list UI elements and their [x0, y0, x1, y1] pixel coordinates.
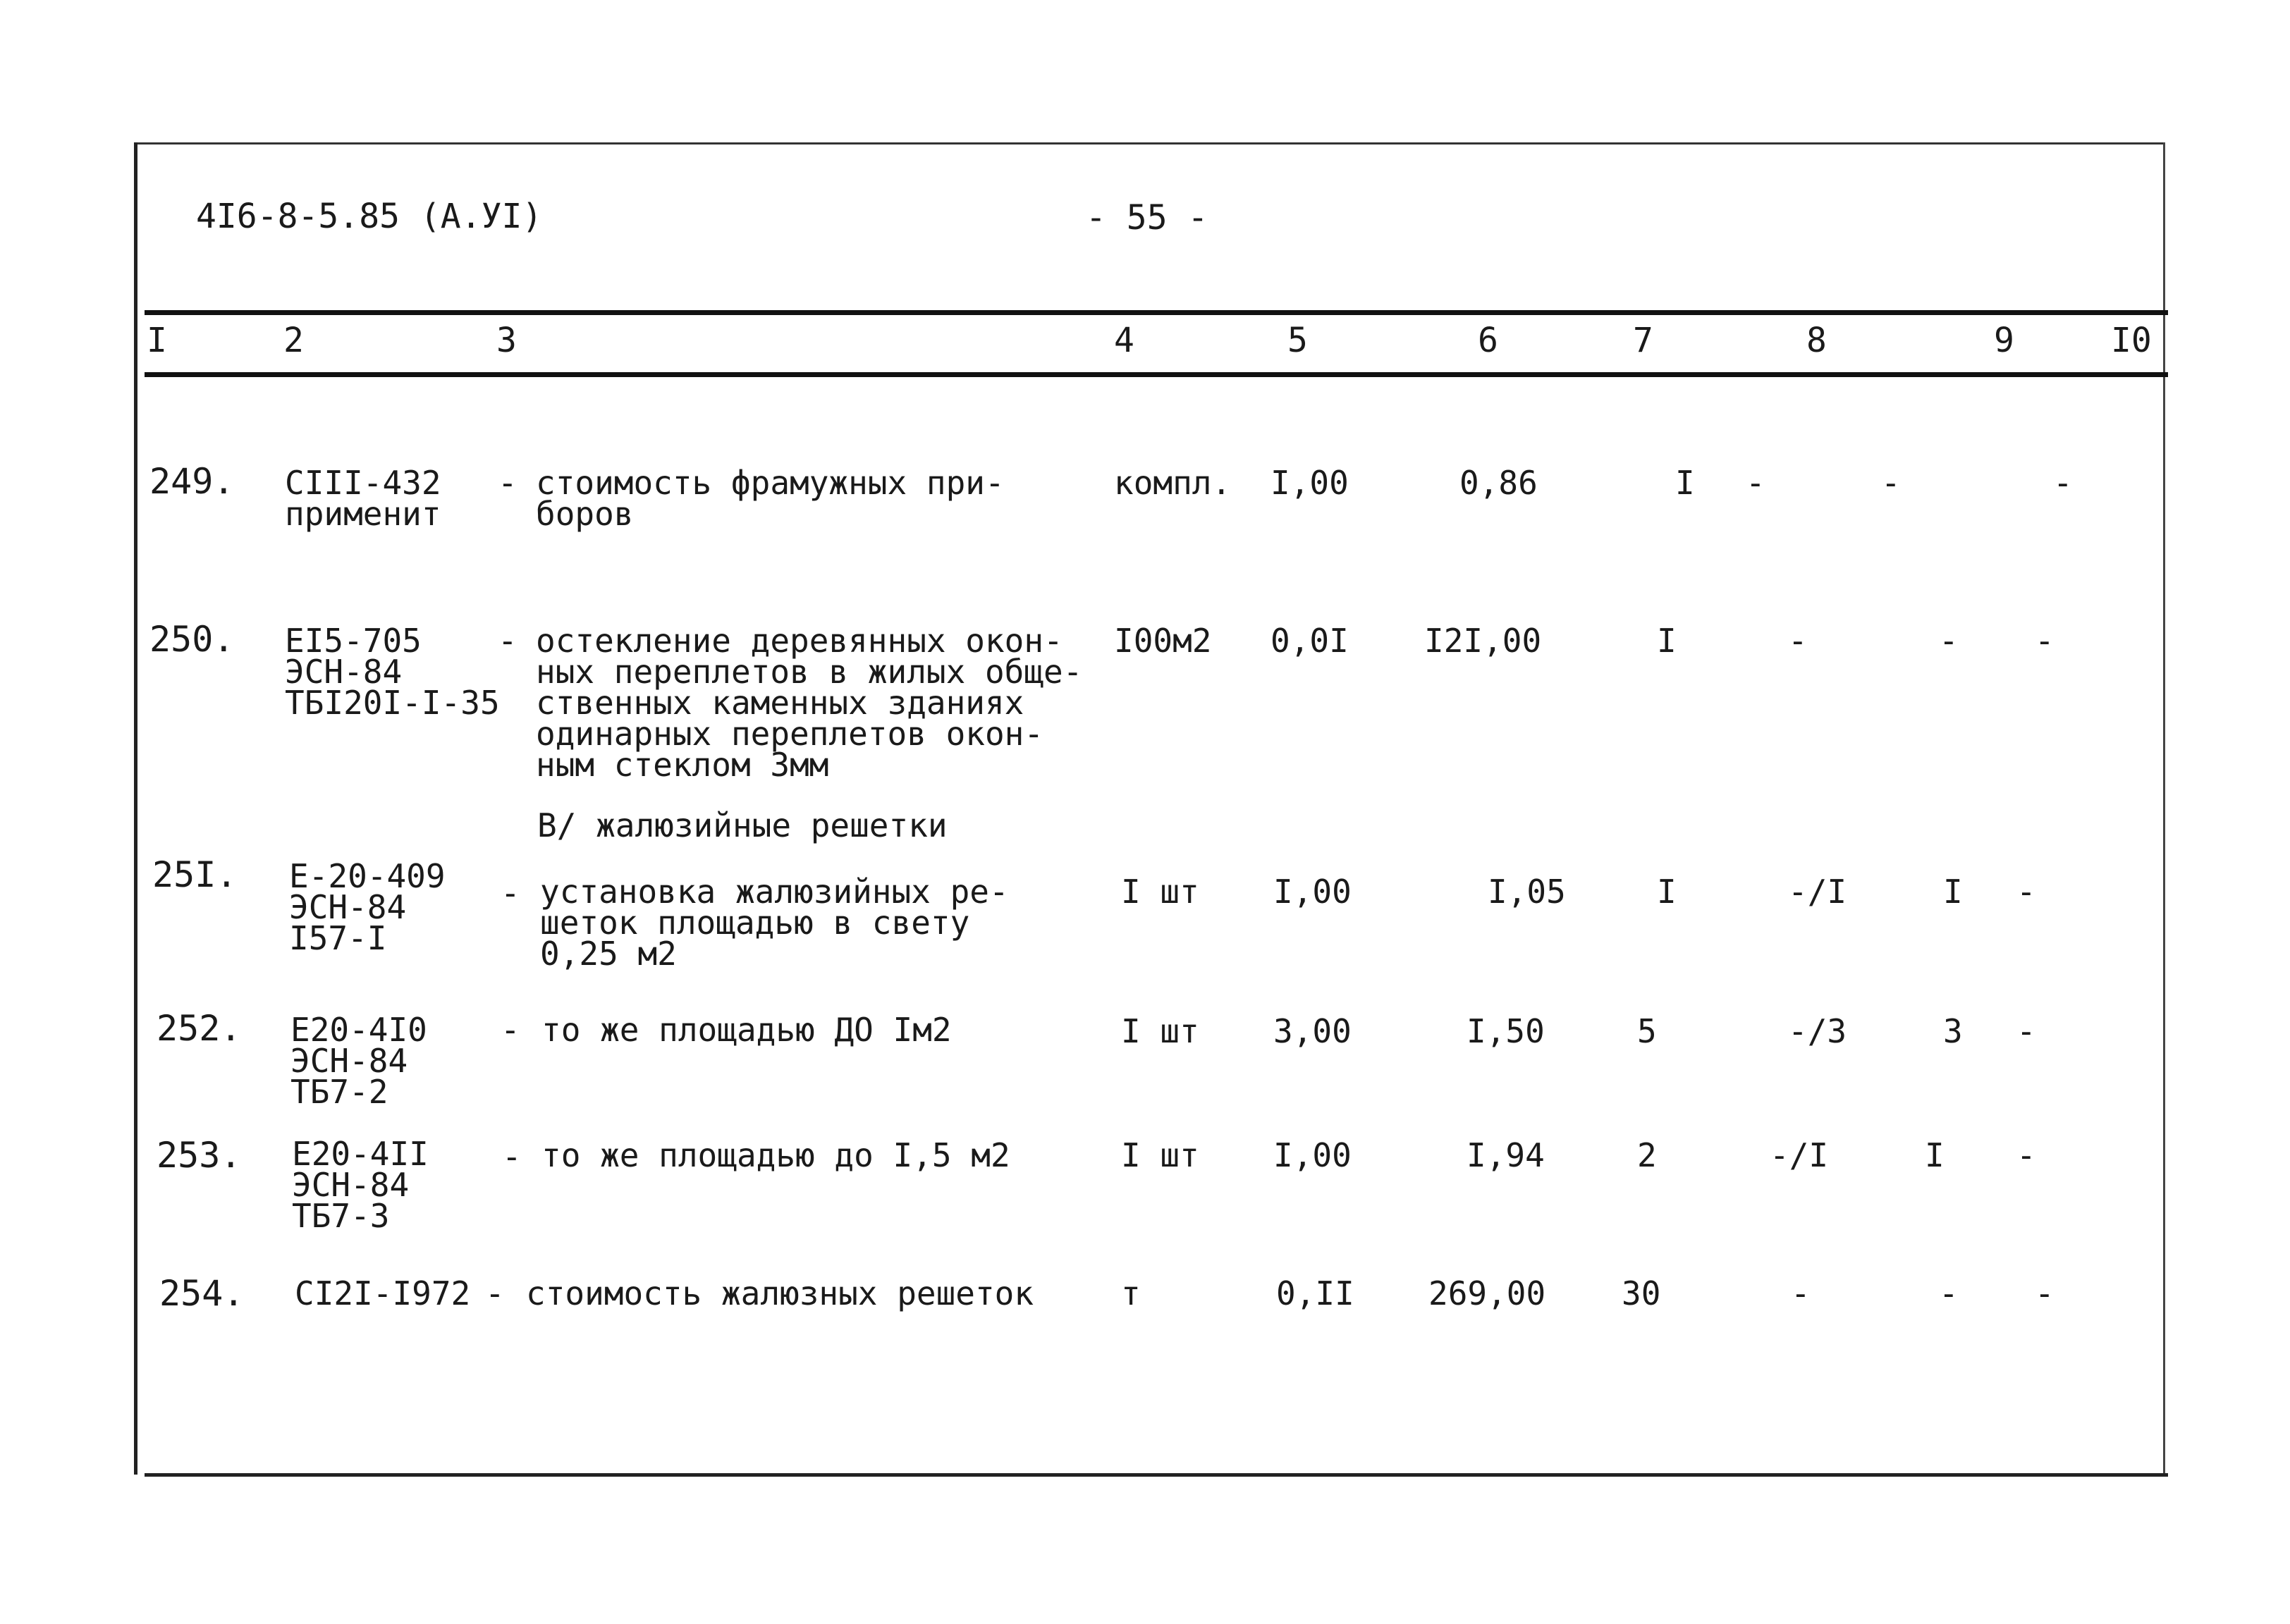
- row-description-line: стоимость жалюзных решеток: [526, 1274, 1034, 1312]
- row-col10: -: [2035, 1274, 2055, 1312]
- row-dash: -: [498, 464, 518, 502]
- row-col9: I: [1943, 873, 1963, 911]
- row-code-line: ЭСН-84: [285, 653, 403, 691]
- table-header-top-rule: [145, 310, 2168, 315]
- row-description-line: стоимость фрамужных при-: [536, 464, 1005, 502]
- row-number: 252.: [157, 1008, 242, 1049]
- row-col9: I: [1925, 1136, 1945, 1174]
- row-dash: -: [501, 1011, 520, 1049]
- table-header-bottom-rule: [145, 372, 2168, 377]
- row-dash: -: [502, 1138, 522, 1176]
- row-unit: I шт: [1121, 873, 1199, 911]
- section-heading: В/ жалюзийные решетки: [537, 806, 948, 844]
- document-code: 4I6-8-5.85 (А.УI): [196, 197, 543, 236]
- row-col10: -: [2053, 464, 2073, 502]
- row-number: 250.: [149, 619, 235, 660]
- row-number: 249.: [149, 461, 235, 502]
- column-header-1: I: [147, 321, 167, 360]
- row-price: 269,00: [1428, 1274, 1546, 1312]
- frame-left-border: [134, 142, 137, 1475]
- row-quantity: 0,0I: [1270, 622, 1349, 660]
- row-col9: 3: [1943, 1012, 1963, 1050]
- column-header-9: 9: [1994, 321, 2014, 360]
- row-description-line: ным стеклом 3мм: [536, 746, 829, 784]
- row-unit: I шт: [1121, 1012, 1199, 1050]
- row-code-line: ЭСН-84: [290, 1042, 408, 1080]
- row-col10: -: [2016, 1012, 2036, 1050]
- row-unit: I00м2: [1114, 622, 1212, 660]
- row-code-line: Е20-4II: [292, 1135, 429, 1173]
- row-quantity: I,00: [1270, 464, 1349, 502]
- row-code-line: применит: [285, 495, 441, 533]
- column-header-6: 6: [1478, 321, 1498, 360]
- row-description-line: ственных каменных зданиях: [536, 684, 1024, 722]
- row-code-line: СI2I-I972: [295, 1274, 471, 1312]
- row-code-line: I57-I: [289, 919, 387, 957]
- row-description-line: ных переплетов в жилых обще-: [536, 653, 1083, 691]
- column-header-8: 8: [1806, 321, 1827, 360]
- row-description-line: то же площадью ДО Iм2: [541, 1011, 952, 1049]
- row-price: I2I,00: [1424, 622, 1542, 660]
- column-header-5: 5: [1287, 321, 1308, 360]
- row-code-line: ЕI5-705: [285, 622, 422, 660]
- row-unit: компл.: [1114, 464, 1232, 502]
- frame-bottom-border: [145, 1473, 2168, 1477]
- row-code-line: ЭСН-84: [289, 888, 407, 926]
- row-col10: -: [2035, 622, 2055, 660]
- row-description-line: одинарных переплетов окон-: [536, 715, 1044, 753]
- column-header-4: 4: [1114, 321, 1134, 360]
- page-number: - 55 -: [1086, 198, 1208, 238]
- row-code-line: СIII-432: [285, 464, 441, 502]
- row-code-line: Е-20-409: [289, 857, 446, 895]
- row-col7: 5: [1637, 1012, 1657, 1050]
- row-dash: -: [501, 874, 520, 912]
- row-description-line: то же площадью до I,5 м2: [541, 1136, 1010, 1174]
- row-description-line: боров: [536, 495, 634, 533]
- row-col7: 30: [1622, 1274, 1661, 1312]
- row-unit: т: [1121, 1274, 1141, 1312]
- row-col9: -: [1939, 1274, 1959, 1312]
- column-header-2: 2: [283, 321, 304, 360]
- row-quantity: 0,II: [1276, 1274, 1354, 1312]
- row-quantity: I,00: [1273, 873, 1352, 911]
- row-number: 253.: [157, 1135, 242, 1176]
- frame-right-border: [2163, 142, 2165, 1475]
- row-col8: -: [1746, 464, 1765, 502]
- row-quantity: 3,00: [1273, 1012, 1352, 1050]
- row-col7: I: [1675, 464, 1695, 502]
- row-code-line: ЭСН-84: [292, 1166, 410, 1204]
- row-col10: -: [2016, 873, 2036, 911]
- row-description-line: установка жалюзийных ре-: [540, 873, 1009, 911]
- row-col8: -/I: [1770, 1136, 1829, 1174]
- row-price: I,94: [1467, 1136, 1545, 1174]
- frame-top-border: [134, 142, 2165, 144]
- row-dash: -: [498, 622, 518, 660]
- row-number: 25I.: [152, 854, 238, 895]
- row-code-line: ТБ7-3: [292, 1197, 390, 1235]
- row-col9: -: [1939, 622, 1959, 660]
- row-col7: 2: [1637, 1136, 1657, 1174]
- column-header-10: I0: [2111, 321, 2152, 360]
- row-col8: -: [1791, 1274, 1811, 1312]
- row-col8: -/3: [1788, 1012, 1847, 1050]
- row-col8: -: [1788, 622, 1808, 660]
- row-price: I,05: [1488, 873, 1566, 911]
- row-col7: I: [1657, 873, 1677, 911]
- column-header-3: 3: [496, 321, 517, 360]
- row-col10: -: [2016, 1136, 2036, 1174]
- row-price: I,50: [1467, 1012, 1545, 1050]
- row-col8: -/I: [1788, 873, 1847, 911]
- row-quantity: I,00: [1273, 1136, 1352, 1174]
- column-header-7: 7: [1633, 321, 1653, 360]
- row-description-line: остекление деревянных окон-: [536, 622, 1063, 660]
- row-number: 254.: [159, 1273, 245, 1314]
- row-description-line: 0,25 м2: [540, 935, 677, 973]
- row-code-line: ТБI20I-I-35: [285, 684, 500, 722]
- row-description-line: шеток площадью в свету: [540, 904, 970, 942]
- row-code-line: Е20-4I0: [290, 1011, 427, 1049]
- row-unit: I шт: [1121, 1136, 1199, 1174]
- row-col9: -: [1881, 464, 1901, 502]
- row-dash: -: [485, 1274, 505, 1312]
- row-col7: I: [1657, 622, 1677, 660]
- row-price: 0,86: [1459, 464, 1538, 502]
- row-code-line: ТБ7-2: [290, 1073, 388, 1111]
